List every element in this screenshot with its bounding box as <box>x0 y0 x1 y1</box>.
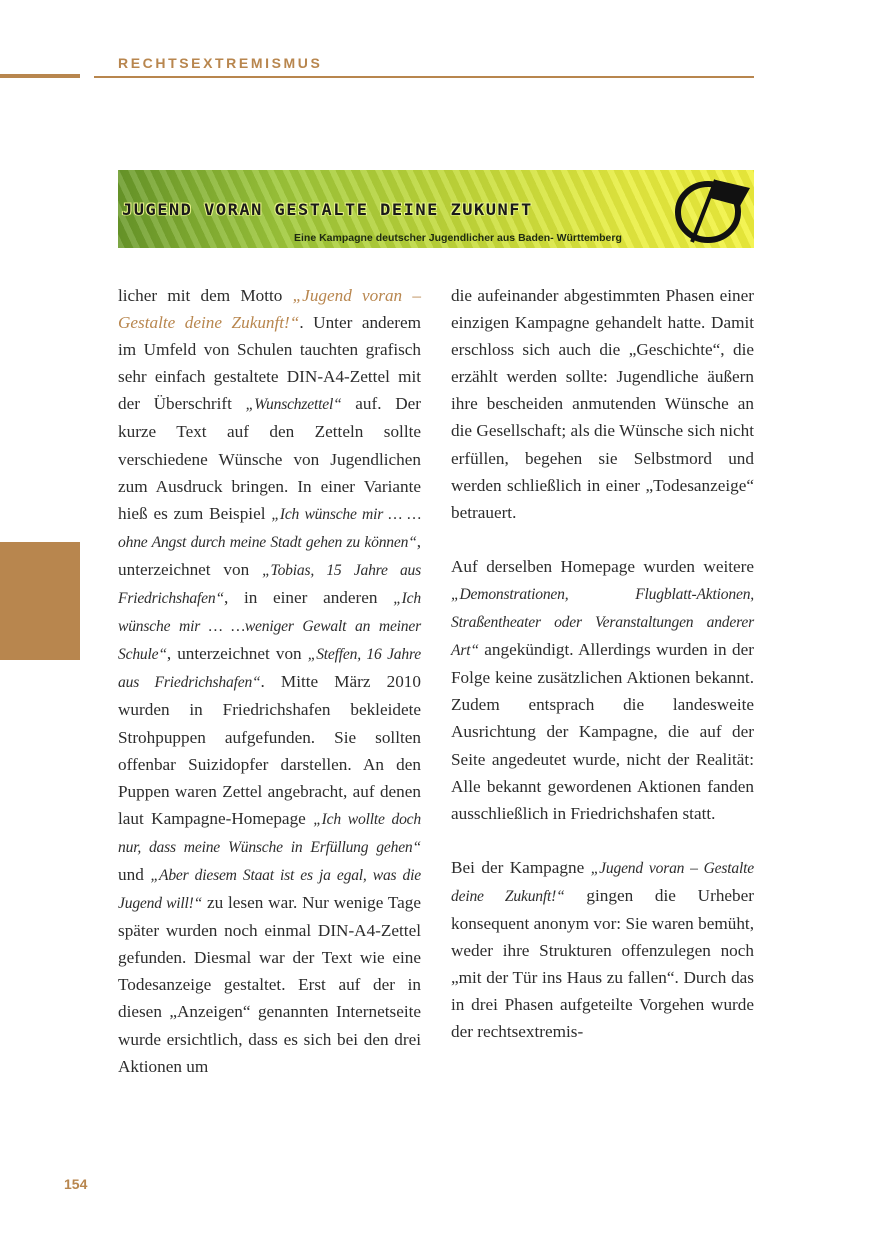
paragraph: licher mit dem Motto „Jugend voran – Gestalte deine Zukunft!“. Unter anderem im Umfeld von Schulen tauchten grafisch sehr einfach gestaltete DIN-A4-Zettel mit der Überschrift „Wunschzettel“ auf. Der kurze Text auf den Zetteln sollte verschiedene Wünsche von Jugendlichen zum Ausdruck bringen. In einer Variante hieß es zum Beispiel „Ich wünsche mir … …ohne Angst durch meine Stadt gehen zu können“, unterzeichnet von „Tobias, 15 Jahre aus Friedrichshafen“, in einer anderen „Ich wünsche mir … …weniger Gewalt an meiner Schule“, unterzeichnet von „Steffen, 16 Jahre aus Friedrichshafen“. Mitte März 2010 wurden in Friedrichshafen bekleidete Strohpuppen aufgefunden. Sie sollten offenbar Suizidopfer darstellen. An den Puppen waren Zettel angebracht, auf denen laut Kampagne-Homepage „Ich wollte doch nur, dass meine Wünsche in Erfüllung gehen“ und „Aber diesem Staat ist es ja egal, was die Jugend will!“ zu lesen war. Nur wenige Tage später wurden noch einmal DIN-A4-Zettel gefunden. Diesmal war der Text wie eine Todesanzeige gestaltet. Erst auf der in diesen „Anzeigen“ genannten Internetseite wurde ersichtlich, dass es sich bei den drei Aktionen um <box>118 286 422 1076</box>
quote: „Demonstrationen, Flugblatt-Aktionen, Straßentheater oder Veranstaltungen anderer Art“ <box>451 585 754 660</box>
running-header: RECHTSEXTREMISMUS <box>118 55 323 71</box>
campaign-banner-image <box>118 170 754 248</box>
quote: „Ich wünsche mir … …ohne Angst durch meine Stadt gehen zu können“ <box>118 505 421 551</box>
quote: „Tobias, 15 Jahre aus Friedrichshafen“ <box>118 561 422 608</box>
text-column-left <box>118 282 421 1080</box>
paragraph: Bei der Kampagne „Jugend voran – Gestalte deine Zukunft!“ gingen die Urheber konsequent anonym vor: Sie waren bemüht, weder ihre Strukturen offenzulegen noch „mit der Tür ins Haus zu fallen“. Durch das in drei Phasen aufgeteilte Vorgehen wurde der rechtsextremis- <box>451 857 754 1042</box>
paragraph: die aufeinander abgestimmten Phasen einer einzigen Kampagne gehandelt hatte. Damit erschloss sich auch die „Geschichte“, die erzählt werden sollte: Jugendliche äußern ihre bescheiden anmutenden Wünsche an die Gesellschaft; als die Wünsche sich nicht erfüllen, begehen sie Selbstmord und werden schließlich in einer „Todesanzeige“ betrauert. <box>451 286 754 522</box>
quote: „Ich wollte doch nur, dass meine Wünsche in Erfüllung gehen“ <box>118 810 421 856</box>
quote: „Wunschzettel“ <box>245 396 342 414</box>
black-flag-circle-icon <box>670 172 752 246</box>
banner-subtitle: Eine Kampagne deutscher Jugendlicher aus Baden- Württemberg <box>294 232 622 244</box>
banner-slogan: JUGEND VORAN GESTALTE DEINE ZUKUNFT <box>122 200 533 220</box>
quote: „Jugend voran – Gestalte deine Zukunft!“ <box>451 859 754 905</box>
paragraph: Auf derselben Homepage wurden weitere „Demonstrationen, Flugblatt-Aktionen, Straßentheater oder Veranstaltungen anderer Art“ angekündigt. Allerdings wurden in der Folge keine zusätzlichen Aktionen bekannt. Zudem entsprach die landesweite Ausrichtung der Kampagne, die auf der Seite angedeutet wurde, nicht der Realität: Alle bekannt gewordenen Aktionen fanden ausschließlich in Friedrichshafen statt. <box>451 556 754 823</box>
header-accent-bar <box>0 74 80 78</box>
header-rule <box>94 76 754 78</box>
text-column-right <box>451 282 754 1045</box>
quote: „Aber diesem Staat ist es ja egal, was die Jugend will!“ <box>118 866 422 913</box>
quote: „Ich wünsche mir … …weniger Gewalt an meiner Schule“ <box>118 590 421 664</box>
campaign-motto: „Jugend voran – Gestalte deine Zukunft!“ <box>118 286 421 333</box>
page-number: 154 <box>64 1176 88 1192</box>
chapter-tab-marker <box>0 542 80 660</box>
quote: „Steffen, 16 Jahre aus Friedrichshafen“ <box>118 646 421 692</box>
